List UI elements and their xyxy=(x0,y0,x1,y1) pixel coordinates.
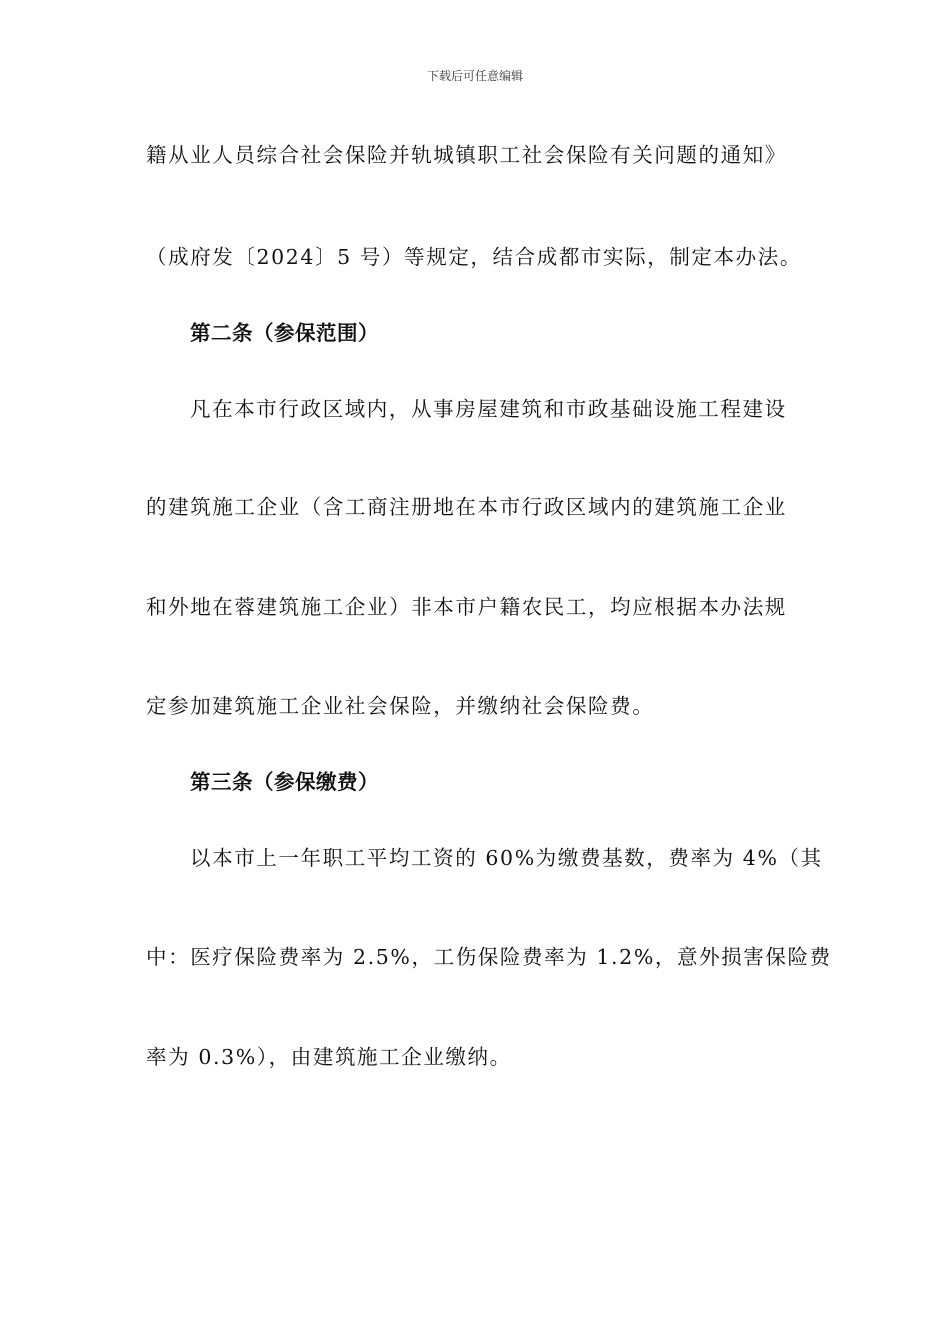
page-header: 下载后可任意编辑 xyxy=(426,69,523,83)
body-line-7: 以本市上一年职工平均工资的 60%为缴费基数，费率为 4%（其 xyxy=(190,846,823,870)
section-heading-article-3: 第三条（参保缴费） xyxy=(190,770,379,794)
body-line-3: 凡在本市行政区域内，从事房屋建筑和市政基础设施工程建设 xyxy=(190,397,787,421)
body-line-9: 率为 0.3%），由建筑施工企业缴纳。 xyxy=(146,1045,512,1069)
body-line-5: 和外地在蓉建筑施工企业）非本市户籍农民工，均应根据本办法规 xyxy=(146,595,787,619)
body-line-6: 定参加建筑施工企业社会保险，并缴纳社会保险费。 xyxy=(146,694,655,718)
body-line-4: 的建筑施工企业（含工商注册地在本市行政区域内的建筑施工企业 xyxy=(146,495,787,519)
body-line-2: （成府发〔2024〕5 号）等规定，结合成都市实际，制定本办法。 xyxy=(146,245,802,269)
section-heading-article-2: 第二条（参保范围） xyxy=(190,321,379,345)
body-line-1: 籍从业人员综合社会保险并轨城镇职工社会保险有关问题的通知》 xyxy=(146,143,787,167)
body-line-8: 中：医疗保险费率为 2.5%，工伤保险费率为 1.2%，意外损害保险费 xyxy=(146,945,832,969)
